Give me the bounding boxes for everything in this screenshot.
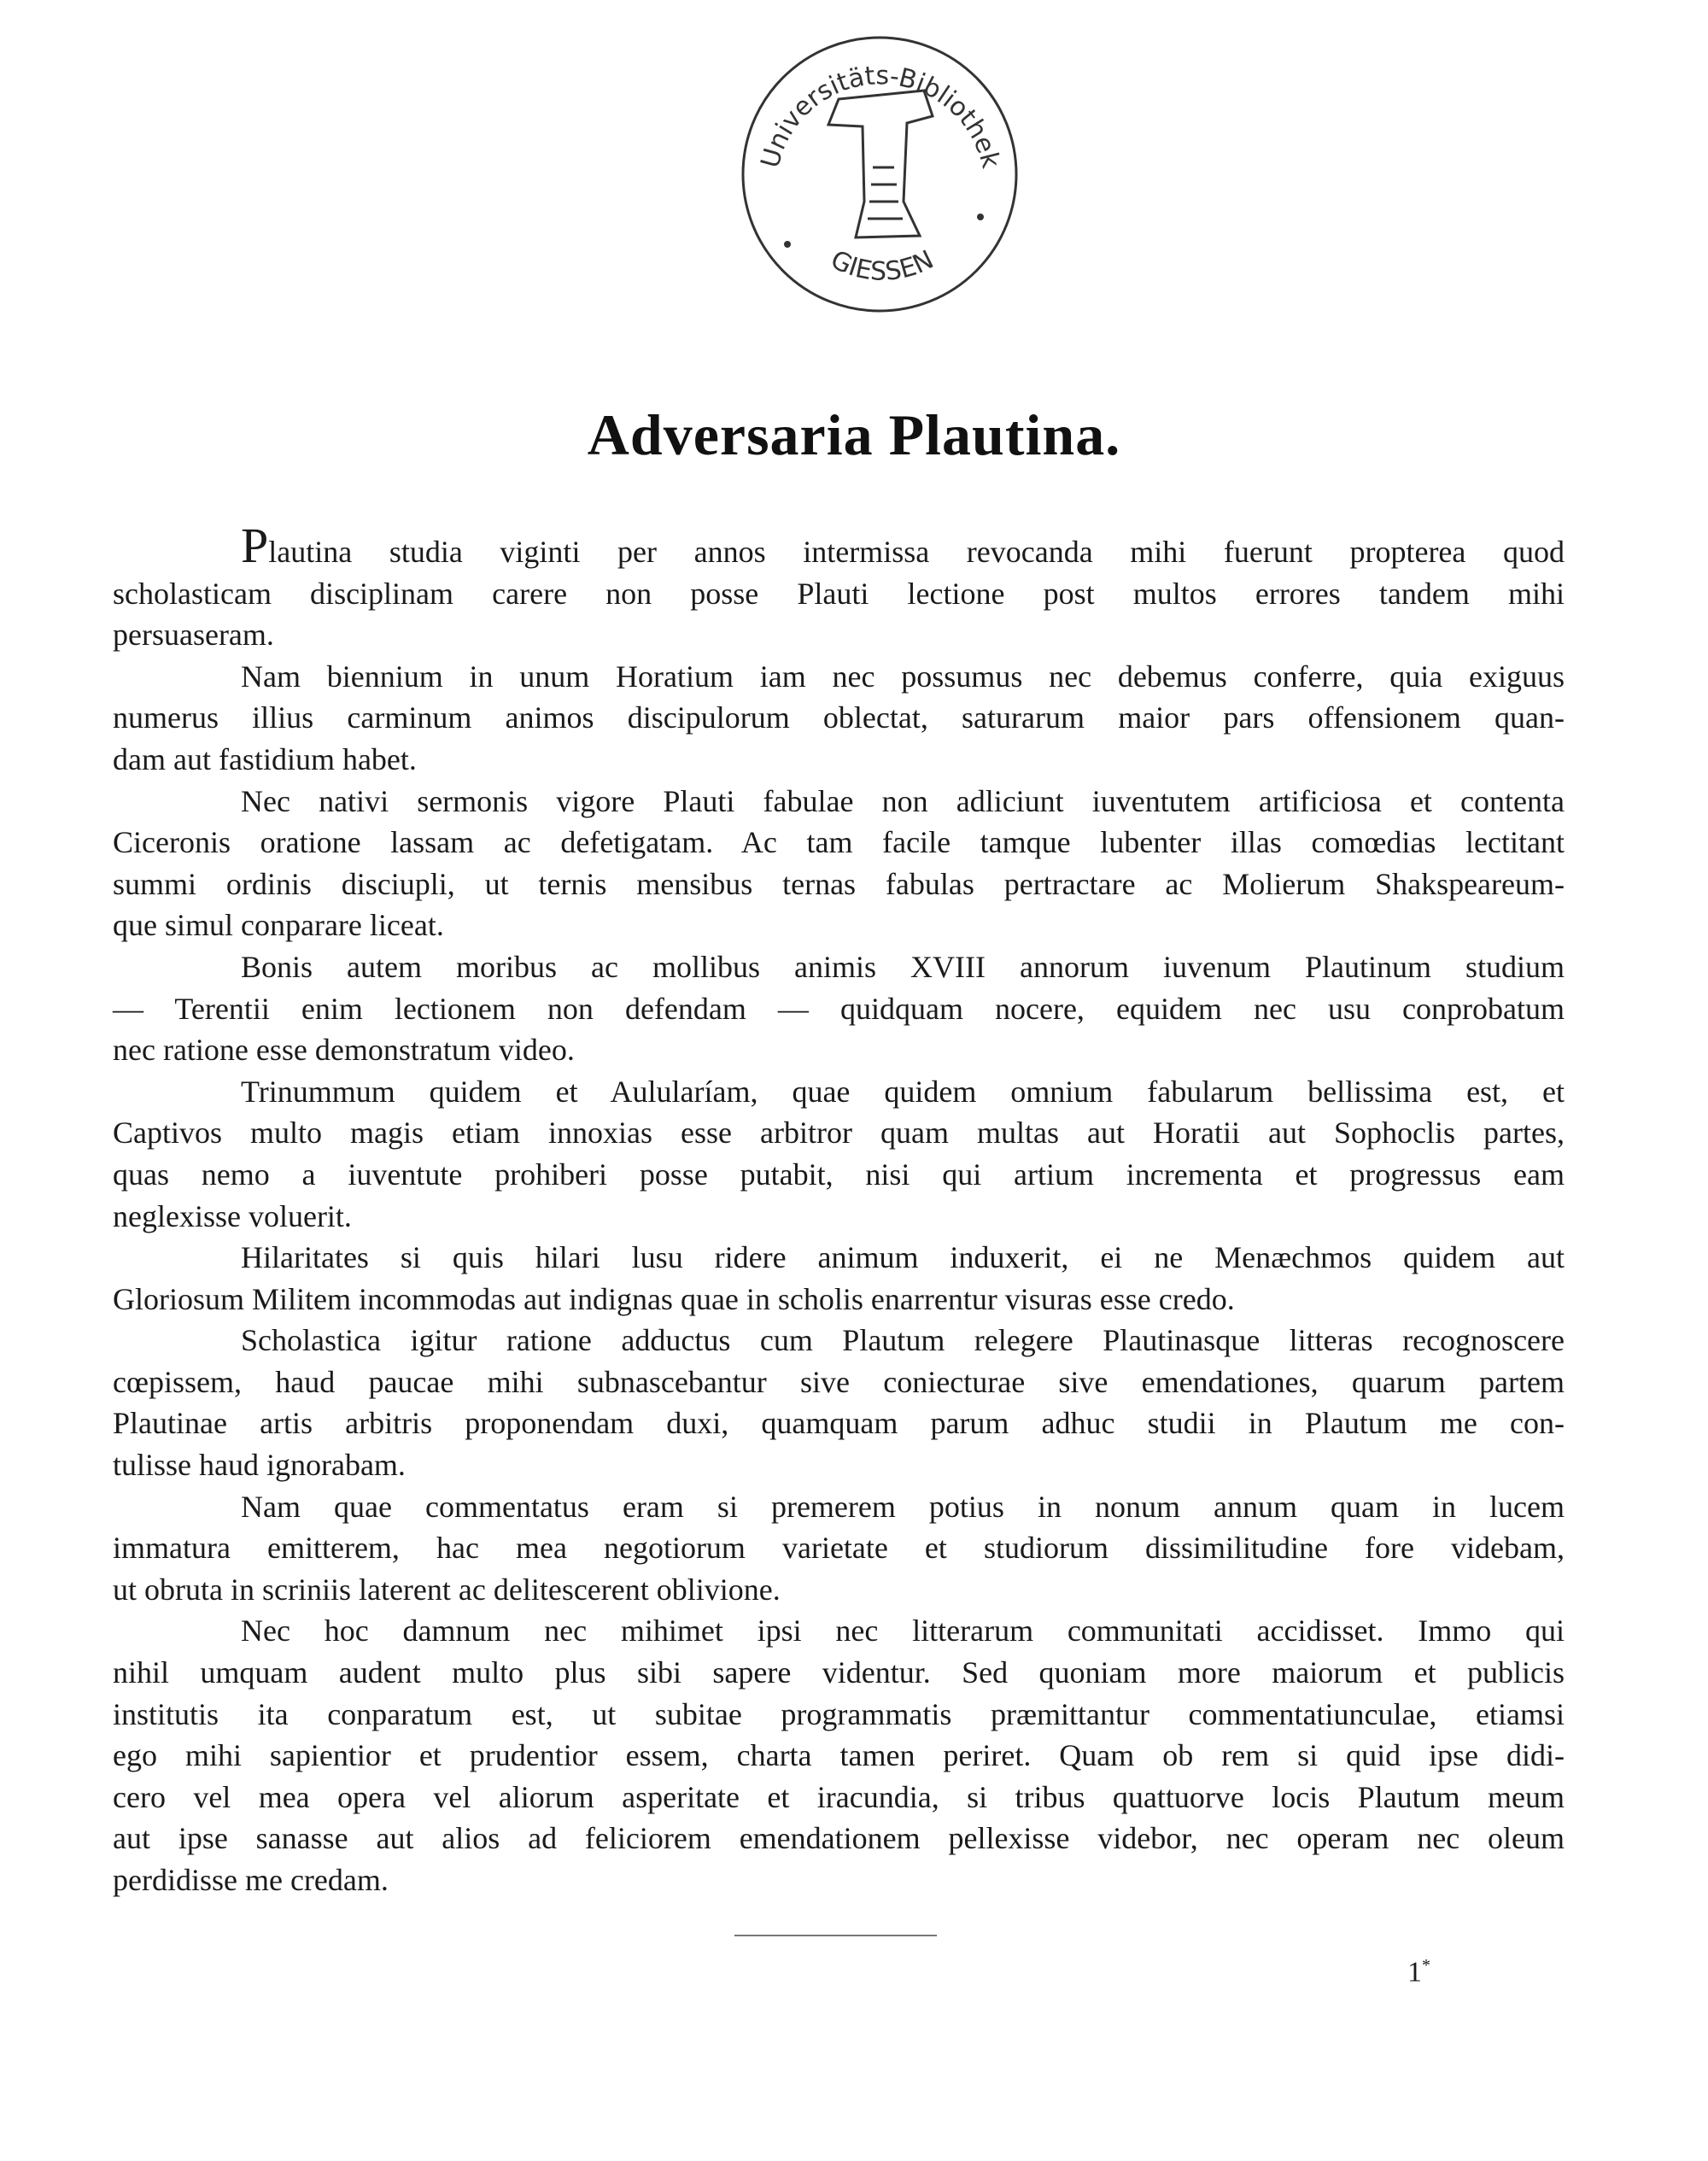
page-number-value: 1 xyxy=(1407,1956,1422,1988)
text-line: ego mihi sapientior et prudentior essem, charta tamen periret. Quam ob rem si quid ipse didi- xyxy=(113,1738,1565,1773)
paragraph xyxy=(113,1320,1565,1485)
text-line: quas nemo a iuventute prohiberi posse putabit, nisi qui artium incrementa et progressus eam xyxy=(113,1157,1565,1192)
text-line: Hilaritates si quis hilari lusu ridere animum induxerit, ei ne Menæchmos quidem aut xyxy=(241,1240,1565,1275)
text-line: Nam quae commentatus eram si premerem potius in nonum annum quam in lucem xyxy=(241,1489,1565,1524)
text-line: cero vel mea opera vel aliorum asperitate et iracundia, si tribus quattuorve locis Plautum meum xyxy=(113,1779,1565,1814)
tau-cross-emblem xyxy=(828,91,933,237)
stamp-top-text: Universitäts-Bibliothek xyxy=(755,61,1006,172)
text-line: neglexisse voluerit. xyxy=(113,1198,352,1233)
text-line: nihil umquam audent multo plus sibi sapere videntur. Sed quoniam more maiorum et publicis xyxy=(113,1655,1565,1690)
text-line-rest: lautina studia viginti per annos intermissa revocanda mihi fuerunt propterea quod xyxy=(268,535,1565,569)
page-title: Adversaria Plautina. xyxy=(587,402,1121,467)
text-line: Scholastica igitur ratione adductus cum Plautum relegere Plautinasque litteras recognoscere xyxy=(241,1323,1565,1358)
text-line: Nec nativi sermonis vigore Plauti fabulae non adliciunt iuventutem artificiosa et contenta xyxy=(241,783,1565,818)
text-line: Plautinae artis arbitris proponendam duxi, quamquam parum adhuc studii in Plautum me con- xyxy=(113,1406,1565,1441)
text-line: Bonis autem moribus ac mollibus animis XVIII annorum iuvenum Plautinum studium xyxy=(241,949,1565,984)
text-line: persuaseram. xyxy=(113,618,274,653)
text-line: dam aut fastidium habet. xyxy=(113,741,417,776)
page-number-mark: * xyxy=(1422,1956,1430,1975)
text-line: Gloriosum Militem incommodas aut indignas quae in scholis enarrentur visuras esse credo. xyxy=(113,1281,1235,1316)
text-line: tulisse haud ignorabam. xyxy=(113,1448,406,1483)
text-line: summi ordinis disciupli, ut ternis mensibus ternas fabulas pertractare ac Molierum Shakspeareum- xyxy=(113,866,1565,901)
text-line xyxy=(113,518,1565,573)
paragraph xyxy=(113,946,1565,1071)
paragraph xyxy=(113,1237,1565,1320)
text-line: immatura emitterem, hac mea negotiorum varietate et studiorum dissimilitudine fore videbam, xyxy=(113,1531,1565,1566)
text-line: Nec hoc damnum nec mihimet ipsi nec litterarum communitati accidisset. Immo qui xyxy=(241,1613,1565,1649)
text-line: que simul conparare liceat. xyxy=(113,908,444,943)
text-line: numerus illius carminum animos discipulorum oblectat, saturarum maior pars offensionem quan- xyxy=(113,700,1565,735)
text-line: cœpissem, haud paucae mihi subnascebantur sive coniecturae sive emendationes, quarum partem xyxy=(113,1364,1565,1399)
paragraph xyxy=(113,1610,1565,1900)
page-number xyxy=(1407,1956,1430,1988)
text-line: — Terentii enim lectionem non defendam — quidquam nocere, equidem nec usu conprobatum xyxy=(113,991,1565,1026)
text-line: scholasticam disciplinam carere non posse Plauti lectione post multos errores tandem mihi xyxy=(113,576,1565,611)
text-line: ut obruta in scriniis laterent ac delitescerent oblivione. xyxy=(113,1572,781,1607)
paragraph xyxy=(113,1071,1565,1237)
section-divider xyxy=(734,1935,937,1936)
paragraph xyxy=(113,1486,1565,1611)
text-line: institutis ita conparatum est, ut subitae programmatis præmittantur commentatiunculae, etiamsi xyxy=(113,1696,1565,1731)
text-line: Nam biennium in unum Horatium iam nec possumus nec debemus conferre, quia exiguus xyxy=(241,659,1565,694)
library-stamp xyxy=(736,31,1023,318)
text-line: aut ipse sanasse aut alios ad feliciorem emendationem pellexisse videbor, nec operam nec oleum xyxy=(113,1821,1565,1856)
stamp-bottom-text: GIESSEN xyxy=(826,244,939,288)
text-line: Ciceronis oratione lassam ac defetigatam. Ac tam facile tamque lubenter illas comœdias lectitant xyxy=(113,825,1565,860)
paragraph xyxy=(113,656,1565,781)
paragraph xyxy=(113,518,1565,656)
drop-cap: P xyxy=(241,518,269,573)
text-line: Captivos multo magis etiam innoxias esse arbitror quam multas aut Horatii aut Sophoclis partes, xyxy=(113,1116,1565,1151)
text-line: perdidisse me credam. xyxy=(113,1863,389,1897)
body-text xyxy=(113,518,1565,1901)
text-line: nec ratione esse demonstratum video. xyxy=(113,1033,575,1068)
text-line: Trinummum quidem et Aulularíam, quae quidem omnium fabularum bellissima est, et xyxy=(241,1074,1565,1109)
paragraph xyxy=(113,781,1565,946)
